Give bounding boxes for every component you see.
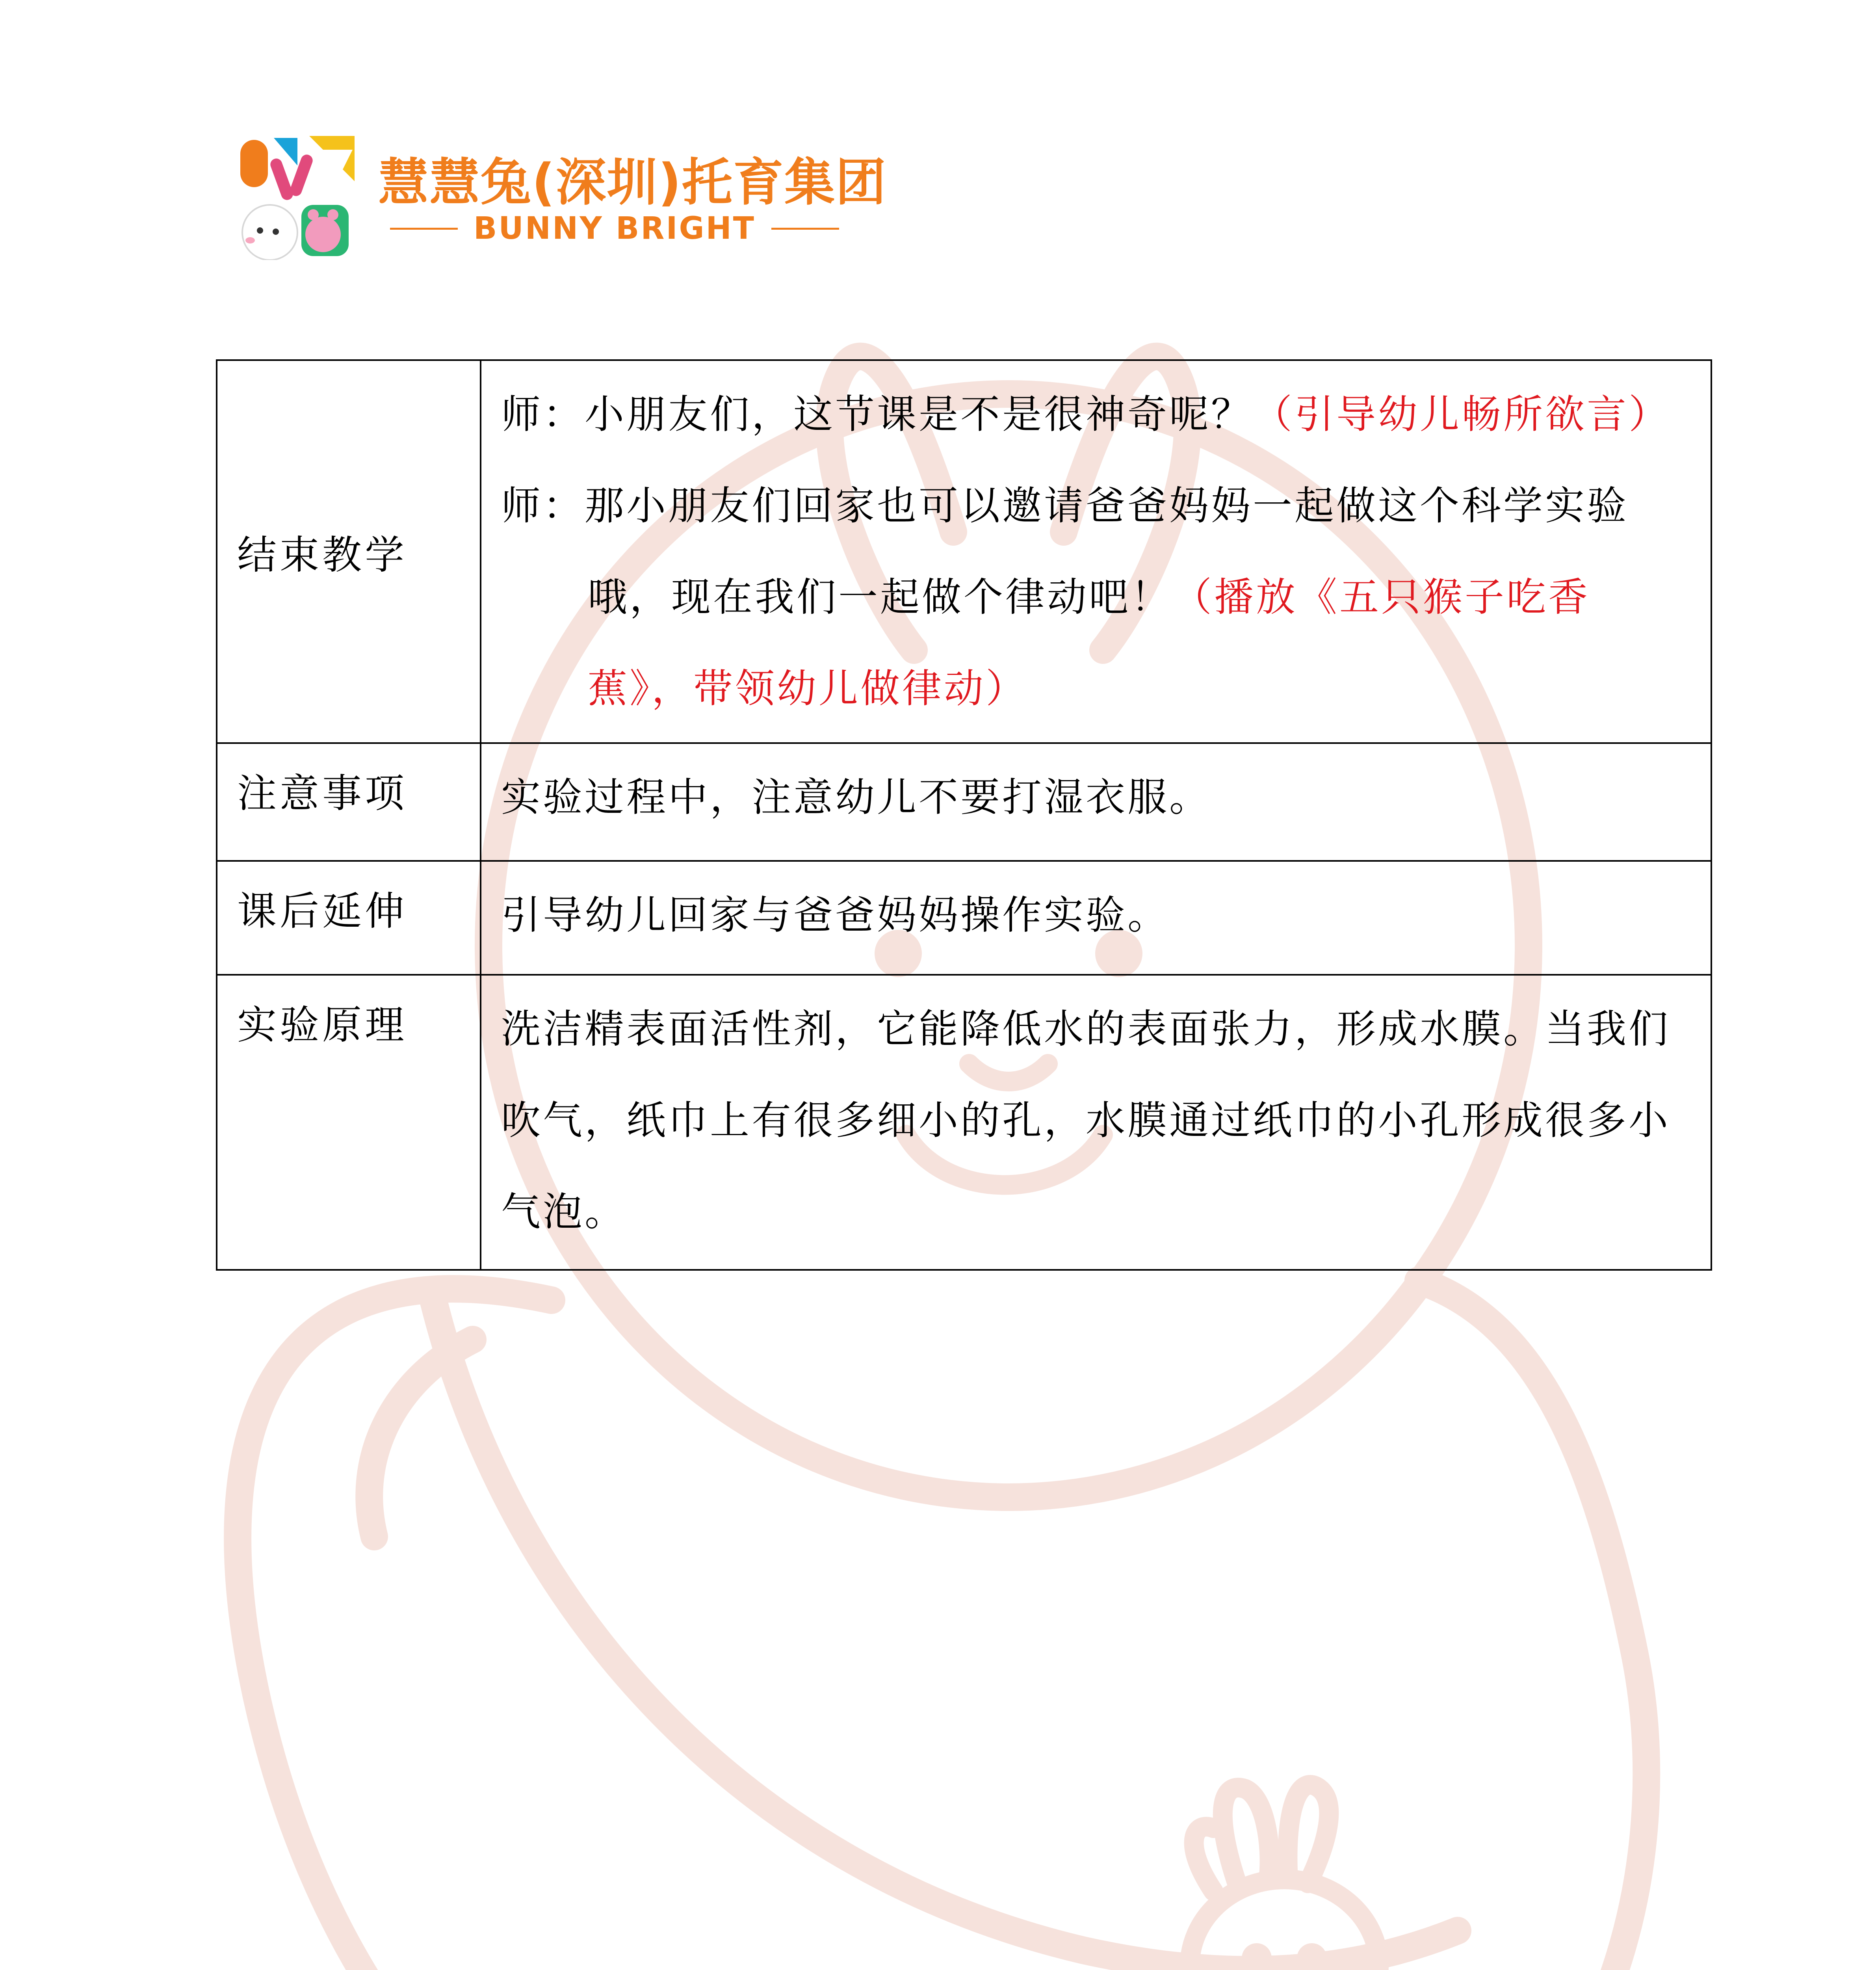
- table-row: [217, 975, 1711, 1270]
- paragraph: [501, 870, 1695, 961]
- divider: [390, 228, 458, 230]
- text-segment: 师：那小朋友们回家也可以邀请爸爸妈妈一起做这个科学实验哦，现在我们一起做个律动吧！: [501, 483, 1629, 620]
- row-content: [481, 861, 1711, 975]
- brand-title: 慧慧兔(深圳)托育集团: [378, 153, 887, 212]
- text-segment: 洗洁精表面活性剂，它能降低水的表面张力，形成水膜。当我们吹气，纸巾上有很多细小的孔，水膜通过纸巾的小孔形成很多小气泡。: [501, 1006, 1670, 1235]
- brand-english: BUNNY BRIGHT: [473, 211, 756, 246]
- row-content: [481, 975, 1711, 1270]
- paragraph: [501, 460, 1695, 734]
- row-label: 注意事项: [217, 743, 481, 861]
- paragraph: [501, 752, 1695, 843]
- row-content: [481, 743, 1711, 861]
- table-row: [217, 360, 1711, 743]
- text-segment: 引导幼儿回家与爸爸妈妈操作实验。: [501, 892, 1169, 938]
- table-row: [217, 861, 1711, 975]
- lesson-plan-table: [216, 359, 1712, 1271]
- divider: [771, 228, 839, 230]
- row-label: 结束教学: [217, 360, 481, 743]
- text-segment: 师：小朋友们，这节课是不是很神奇呢？: [501, 391, 1253, 437]
- row-content: [481, 360, 1711, 743]
- row-label: 课后延伸: [217, 861, 481, 975]
- text-segment: 实验过程中，注意幼儿不要打湿衣服。: [501, 774, 1211, 820]
- annotation-text: （播放《五只猴子吃香蕉》，带领幼儿做律动）: [588, 574, 1590, 712]
- table-row: [217, 743, 1711, 861]
- paragraph: [501, 369, 1695, 460]
- bunny-bright-logo-icon: [238, 134, 357, 260]
- row-label: 实验原理: [217, 975, 481, 1270]
- annotation-text: （引导幼儿畅所欲言）: [1253, 391, 1670, 437]
- brand-subtitle: [390, 211, 839, 246]
- paragraph: [501, 983, 1695, 1258]
